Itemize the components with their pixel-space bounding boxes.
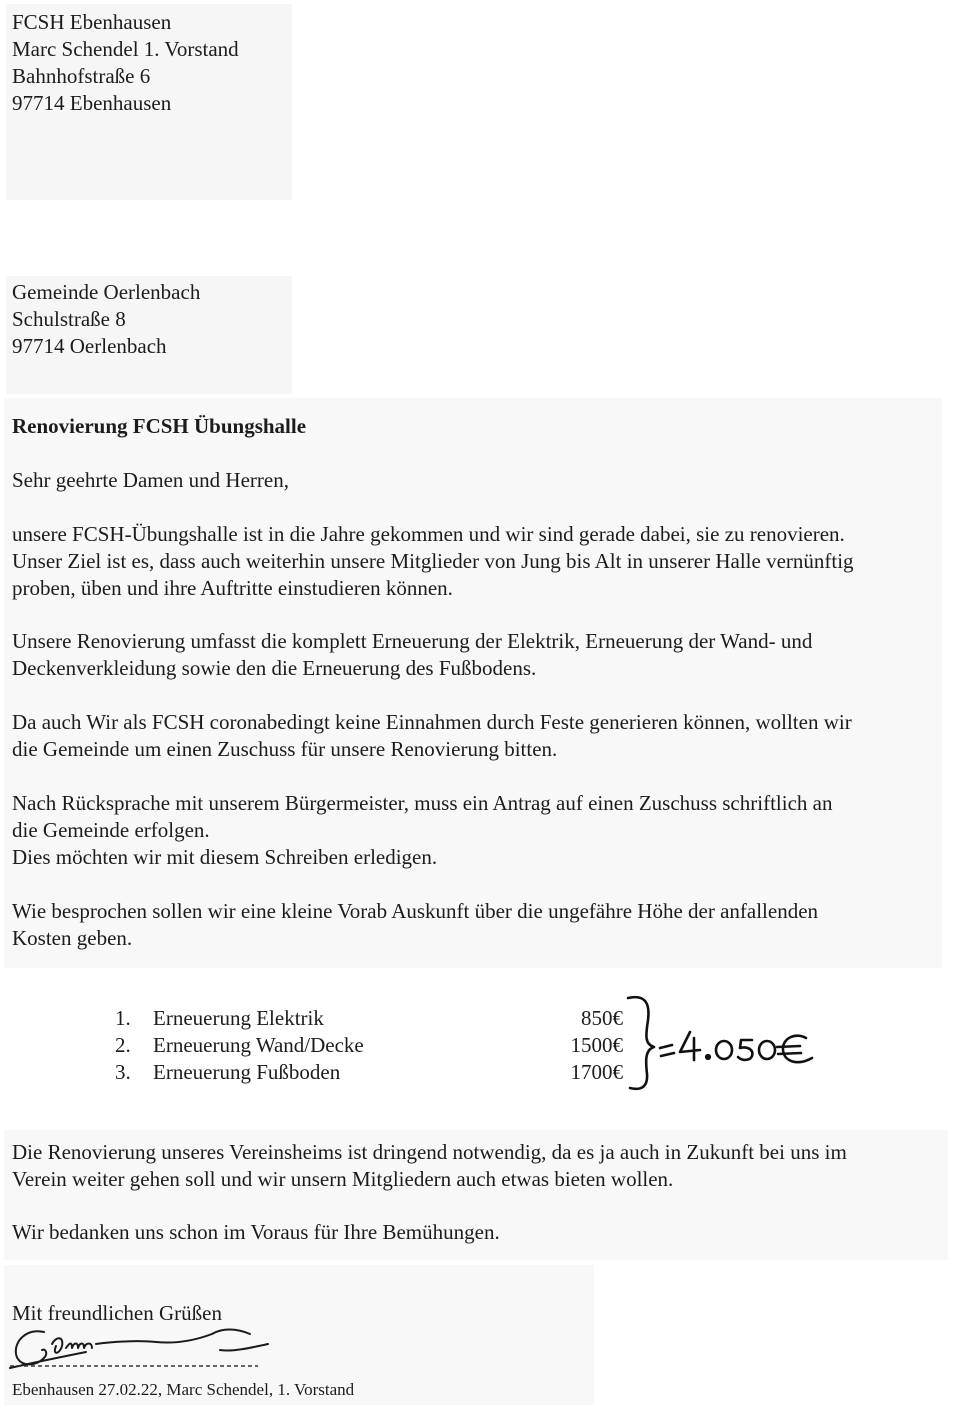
- paragraph-line: Wie besprochen sollen wir eine kleine Vorab Auskunft über die ungefähre Höhe der anfallenden: [12, 899, 819, 923]
- paragraph-2: [12, 628, 952, 682]
- cost-amount: 850€: [581, 1006, 623, 1030]
- handwritten-total: [620, 990, 840, 1095]
- signature: [6, 1322, 276, 1378]
- cost-amount: 1500€: [570, 1033, 623, 1057]
- paragraph-line: Kosten geben.: [12, 926, 133, 950]
- paragraph-line: proben, üben und ihre Auftritte einstudieren können.: [12, 576, 453, 600]
- paragraph-line: Deckenverkleidung sowie den die Erneuerung des Fußbodens.: [12, 656, 537, 680]
- cost-label: Erneuerung Elektrik: [153, 1006, 324, 1030]
- cost-number: 3.: [115, 1060, 131, 1084]
- paragraph-6: [12, 1139, 952, 1193]
- paragraph-line: Die Renovierung unseres Vereinsheims ist dringend notwendig, da es ja auch in Zukunft bei uns im: [12, 1140, 847, 1164]
- cost-list: [115, 1005, 623, 1086]
- cost-number: 1.: [115, 1006, 131, 1030]
- cost-item: [115, 1032, 623, 1059]
- cost-item: [115, 1005, 623, 1032]
- cost-number: 2.: [115, 1033, 131, 1057]
- paragraph-line: die Gemeinde um einen Zuschuss für unsere Renovierung bitten.: [12, 737, 558, 761]
- cost-label: Erneuerung Fußboden: [153, 1060, 341, 1084]
- paragraph-1: [12, 521, 952, 602]
- closing-phrase: Mit freundlichen Grüßen: [12, 1301, 222, 1325]
- paragraph-line: Verein weiter gehen soll und wir unsern Mitgliedern auch etwas bieten wollen.: [12, 1167, 674, 1191]
- recipient-line: Gemeinde Oerlenbach: [12, 280, 201, 304]
- recipient-address: [12, 279, 200, 360]
- sender-line: FCSH Ebenhausen: [12, 10, 172, 34]
- paragraph-line: Unser Ziel ist es, dass auch weiterhin unsere Mitglieder von Jung bis Alt in unserer Halle vernünftig: [12, 549, 854, 573]
- paragraph-line: Dies möchten wir mit diesem Schreiben erledigen.: [12, 845, 438, 869]
- paragraph-line: Nach Rücksprache mit unserem Bürgermeister, muss ein Antrag auf einen Zuschuss schriftlich an: [12, 791, 833, 815]
- paragraph-line: die Gemeinde erfolgen.: [12, 818, 210, 842]
- paragraph-line: Unsere Renovierung umfasst die komplett Erneuerung der Elektrik, Erneuerung der Wand- und: [12, 629, 813, 653]
- paragraph-line: unsere FCSH-Übungshalle ist in die Jahre gekommen und wir sind gerade dabei, sie zu renovieren.: [12, 522, 845, 546]
- sender-address: [12, 9, 239, 117]
- paragraph-line: Wir bedanken uns schon im Voraus für Ihre Bemühungen.: [12, 1220, 500, 1244]
- cost-amount: 1700€: [570, 1060, 623, 1084]
- paragraph-5: [12, 898, 952, 952]
- sender-line: 97714 Ebenhausen: [12, 91, 172, 115]
- paragraph-7: [12, 1219, 952, 1246]
- salutation: Sehr geehrte Damen und Herren,: [12, 468, 289, 492]
- letter-subject: Renovierung FCSH Übungshalle: [12, 414, 307, 438]
- sender-line: Bahnhofstraße 6: [12, 64, 151, 88]
- cost-item: [115, 1059, 623, 1086]
- recipient-line: Schulstraße 8: [12, 307, 126, 331]
- cost-label: Erneuerung Wand/Decke: [153, 1033, 364, 1057]
- footer-place-date: Ebenhausen 27.02.22, Marc Schendel, 1. Vorstand: [12, 1380, 355, 1399]
- paragraph-line: Da auch Wir als FCSH coronabedingt keine Einnahmen durch Feste generieren können, wollten wir: [12, 710, 852, 734]
- paragraph-3: [12, 709, 952, 763]
- sender-line: Marc Schendel 1. Vorstand: [12, 37, 239, 61]
- recipient-line: 97714 Oerlenbach: [12, 334, 167, 358]
- paragraph-4: [12, 790, 952, 871]
